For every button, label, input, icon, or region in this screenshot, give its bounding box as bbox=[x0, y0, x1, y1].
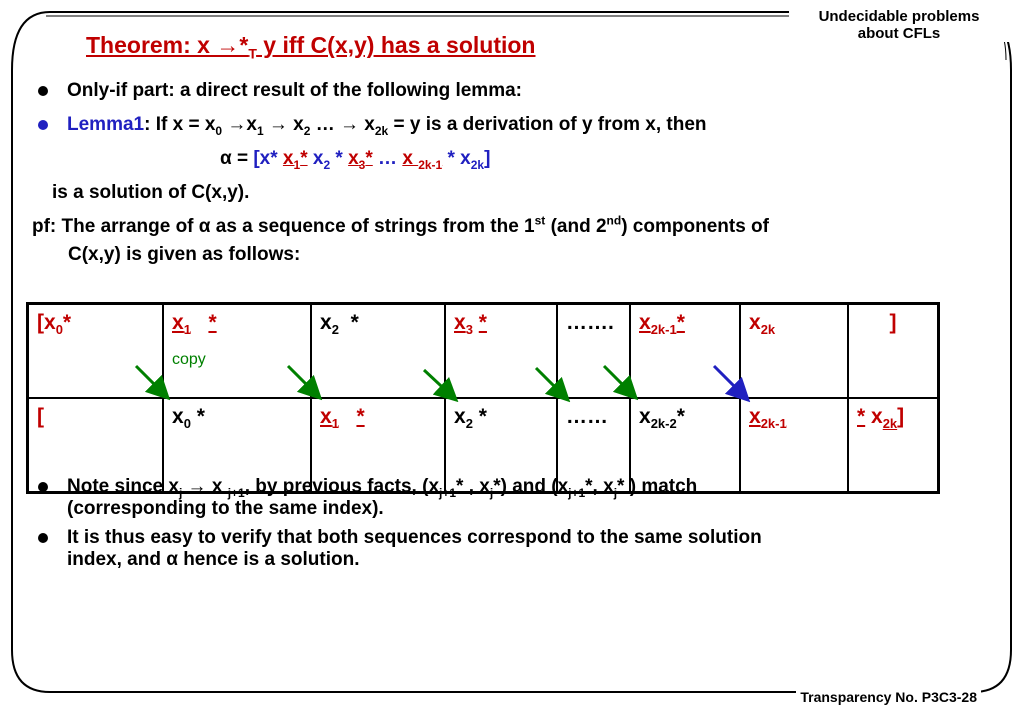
bullet-lemma: Lemma1: If $x = x_0 \to x_1 \to x_2$ … → $x_{2k} = y$ is a derivation of y from x, then bbox=[67, 114, 707, 138]
note-line-2: (corresponding to the same index). bbox=[67, 498, 384, 519]
cell-top-6: $x_{2k}$ bbox=[740, 304, 848, 399]
header-note bbox=[789, 8, 1009, 42]
table-row-top bbox=[28, 304, 939, 399]
bullet-dot bbox=[38, 120, 48, 130]
cell-bottom-7: * $x_{2k}$] bbox=[848, 398, 939, 493]
cell-bottom-6: $x_{2k-1}$ bbox=[740, 398, 848, 493]
note-line-1: Note since $x_j \to x$ $_{j+1}$, by previous facts, ($x_{j+1}*$ , $x_j*$) and ($x_{j+1}*$, $x_j*$ ) match bbox=[67, 476, 698, 500]
alpha-definition: α = [x* $x_1*$ $x_2 * x_3*$ … x $_{2k-1} * x_{2k}$] bbox=[220, 148, 491, 172]
proof-line-1: pf: The arrange of α as a sequence of strings from the 1st (and 2nd) components of bbox=[32, 213, 769, 237]
cell-top-4: ……. bbox=[557, 304, 630, 399]
footer-note: Transparency No. P3C3-28 bbox=[796, 689, 981, 705]
slide-title: Theorem: $x \to*_T$ y iff C(x,y) has a solution bbox=[86, 32, 536, 62]
header-line-2: about CFLs bbox=[857, 25, 941, 42]
cell-bottom-5: $x_{2k-2}*$ bbox=[630, 398, 740, 493]
bullet-dot bbox=[38, 482, 48, 492]
copy-label: copy bbox=[172, 351, 206, 369]
cell-top-0: [$x_0*$ bbox=[28, 304, 164, 399]
cell-bottom-1: $x_0$ * bbox=[163, 398, 311, 493]
easy-line-1: It is thus easy to verify that both sequences correspond to the same solution bbox=[67, 527, 762, 548]
cell-top-1: $x_1$ * copy bbox=[163, 304, 311, 399]
cell-top-5: $x_{2k-1}*$ bbox=[630, 304, 740, 399]
cell-bottom-0: [ bbox=[28, 398, 164, 493]
cell-top-2: $x_2$ * bbox=[311, 304, 445, 399]
easy-line-2: index, and α hence is a solution. bbox=[67, 549, 360, 570]
bullet-dot bbox=[38, 533, 48, 543]
cell-bottom-4: …… bbox=[557, 398, 630, 493]
cell-bottom-2: $x_1$ * bbox=[311, 398, 445, 493]
sequence-table bbox=[26, 302, 940, 494]
cell-top-3: $x_3$ * bbox=[445, 304, 557, 399]
lemma-label: Lemma1 bbox=[67, 114, 145, 135]
bullet-only-if: Only-if part: a direct result of the following lemma: bbox=[67, 80, 522, 101]
solution-line: is a solution of C(x,y). bbox=[52, 182, 250, 203]
cell-bottom-3: $x_2$ * bbox=[445, 398, 557, 493]
bullet-dot bbox=[38, 86, 48, 96]
header-line-1: Undecidable problems bbox=[818, 8, 980, 25]
cell-top-7: ] bbox=[848, 304, 939, 399]
proof-line-2: C(x,y) is given as follows: bbox=[68, 244, 301, 265]
